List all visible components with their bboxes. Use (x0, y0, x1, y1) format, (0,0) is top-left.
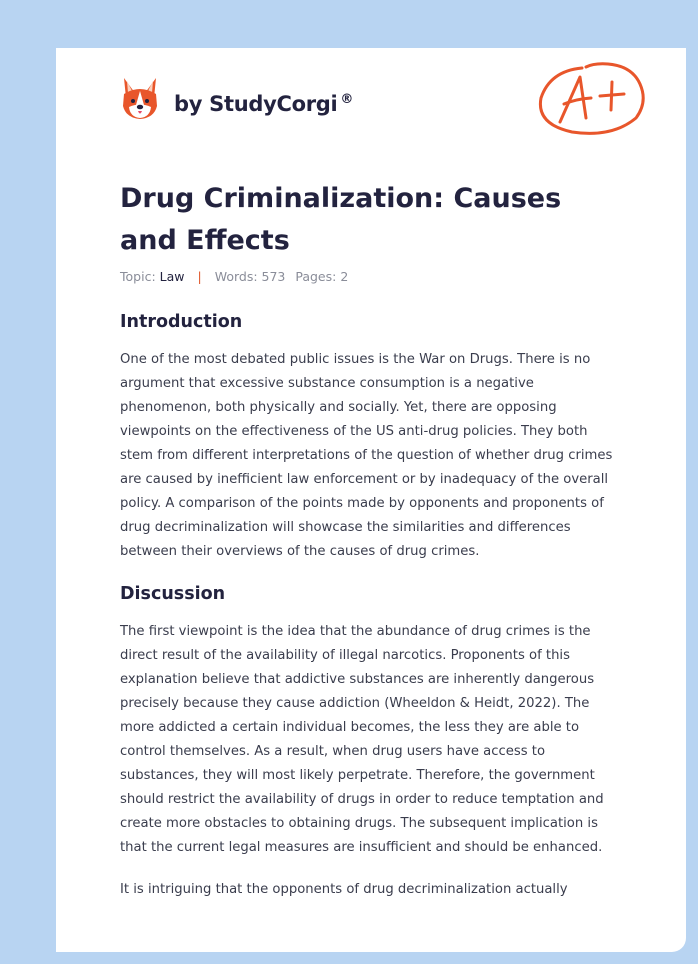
brand-name (174, 92, 353, 116)
word-count: Words: 573 (214, 269, 286, 284)
paragraph: It is intriguing that the opponents of drug decriminalization actually (120, 882, 568, 897)
meta-separator: | (197, 269, 202, 284)
page-count: Pages: 2 (295, 269, 349, 284)
brand-name-text: by StudyCorgi (174, 92, 338, 116)
brand-header[interactable] (120, 74, 353, 124)
section-heading: Discussion (120, 584, 226, 604)
a-plus-grade-icon (536, 58, 648, 140)
paragraph: One of the most debated public issues is the War on Drugs. There is no argument that excessive substance consumption is a negative phenomenon, both physically and socially. Yet, there are opposing viewpoints on the effectiveness of the US anti-drug policies. They both stem from different interpretations of the question of whether drug crimes are caused by inefficient law enforcement or by inadequacy of the overall policy. A comparison of the points made by opponents and proponents of drug decriminalization will showcase the similarities and differences between their overviews of the causes of drug crimes. (120, 352, 613, 559)
section-discussion (120, 582, 623, 902)
section-heading: Introduction (120, 312, 243, 332)
document-page (56, 48, 686, 952)
document-meta (120, 269, 348, 284)
document-body (120, 310, 623, 902)
registered-mark: ® (340, 92, 354, 107)
section-introduction (120, 310, 623, 564)
corgi-logo-icon (120, 76, 160, 122)
document-title: Drug Criminalization: Causes and Effects (120, 183, 562, 256)
topic-link[interactable]: Law (159, 269, 185, 284)
paragraph: The first viewpoint is the idea that the abundance of drug crimes is the direct result of the availability of illegal narcotics. Proponents of this explanation believe that addictive substances are inherently dangerous precisely because they cause addiction (Wheeldon & Heidt, 2022). The more addicted a certain individual becomes, the less they are able to control themselves. As a result, when drug users have access to substances, they will most likely perpetrate. Therefore, the government should restrict the availability of drugs in order to reduce temptation and create more obstacles to obtaining drugs. The subsequent implication is that the current legal measures are insufficient and should be enhanced. (120, 624, 604, 855)
topic-label: Topic: (120, 269, 156, 284)
